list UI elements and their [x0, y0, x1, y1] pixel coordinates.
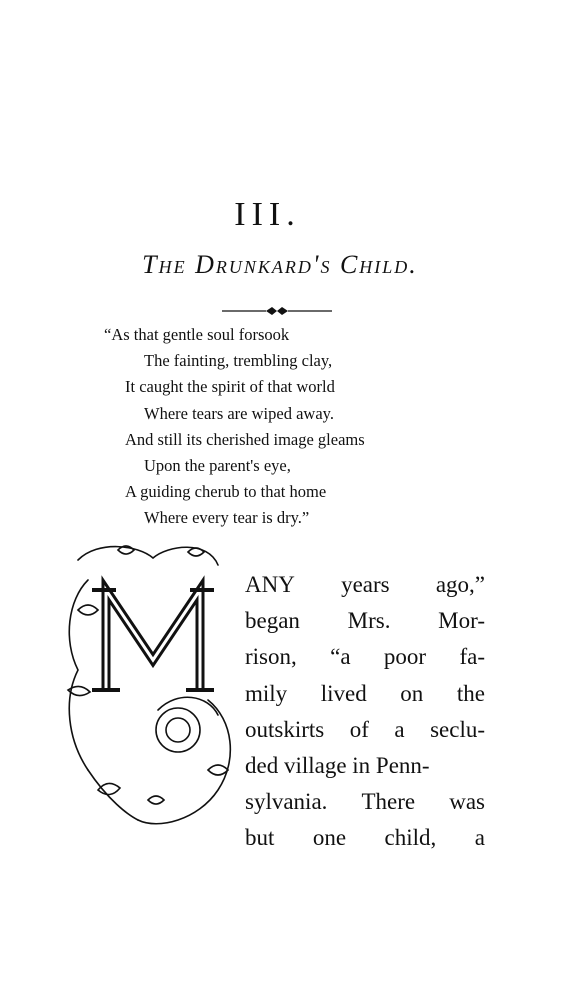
word: lived	[320, 680, 367, 706]
floral-initial-m-icon	[58, 540, 246, 840]
word: the	[456, 680, 485, 706]
word: Mrs.	[347, 608, 391, 634]
word: There	[361, 789, 416, 815]
word: rison,	[245, 644, 297, 670]
word: fa-	[459, 644, 485, 670]
word: child,	[384, 825, 437, 851]
word: a	[474, 825, 485, 851]
word: seclu-	[430, 716, 485, 742]
body-paragraph	[245, 567, 485, 857]
word: mily	[245, 680, 288, 706]
word: began	[245, 608, 300, 634]
body-line	[245, 603, 485, 639]
poem-line: “As that gentle soul forsook	[104, 325, 290, 344]
poem-line: Where every tear is dry.”	[144, 508, 310, 528]
word: on	[400, 680, 424, 706]
body-line	[245, 676, 485, 712]
body-line	[245, 567, 485, 603]
word: ago,”	[435, 572, 485, 597]
word: ded village in Penn-	[245, 752, 430, 778]
poem-line: A guiding cherub to that home	[125, 482, 327, 502]
poem-line: It caught the spirit of that world	[125, 377, 335, 397]
body-line	[245, 712, 485, 748]
epigraph-poem	[100, 322, 480, 532]
word: a	[394, 716, 405, 742]
poem-line: The fainting, trembling clay,	[144, 351, 333, 371]
word: outskirts	[245, 716, 325, 742]
body-line	[245, 748, 485, 784]
poem-line: Upon the parent's eye,	[144, 455, 291, 475]
word: but	[245, 825, 275, 851]
word: one	[312, 825, 347, 851]
word: of	[349, 716, 369, 742]
word: years	[341, 572, 390, 597]
word: was	[449, 789, 485, 815]
ornament-rule-icon	[222, 305, 332, 317]
word: poor	[383, 644, 427, 670]
body-line	[245, 784, 485, 820]
word: sylvania.	[245, 789, 328, 815]
chapter-number: III.	[234, 196, 301, 233]
body-line	[245, 820, 485, 856]
word: Mor-	[438, 608, 485, 634]
word: ANY	[245, 572, 295, 597]
poem-line: Where tears are wiped away.	[144, 403, 334, 423]
word: “a	[330, 644, 351, 670]
poem-line: And still its cherished image gleams	[125, 429, 365, 449]
body-line	[245, 639, 485, 675]
chapter-title: The Drunkard's Child.	[142, 250, 418, 279]
